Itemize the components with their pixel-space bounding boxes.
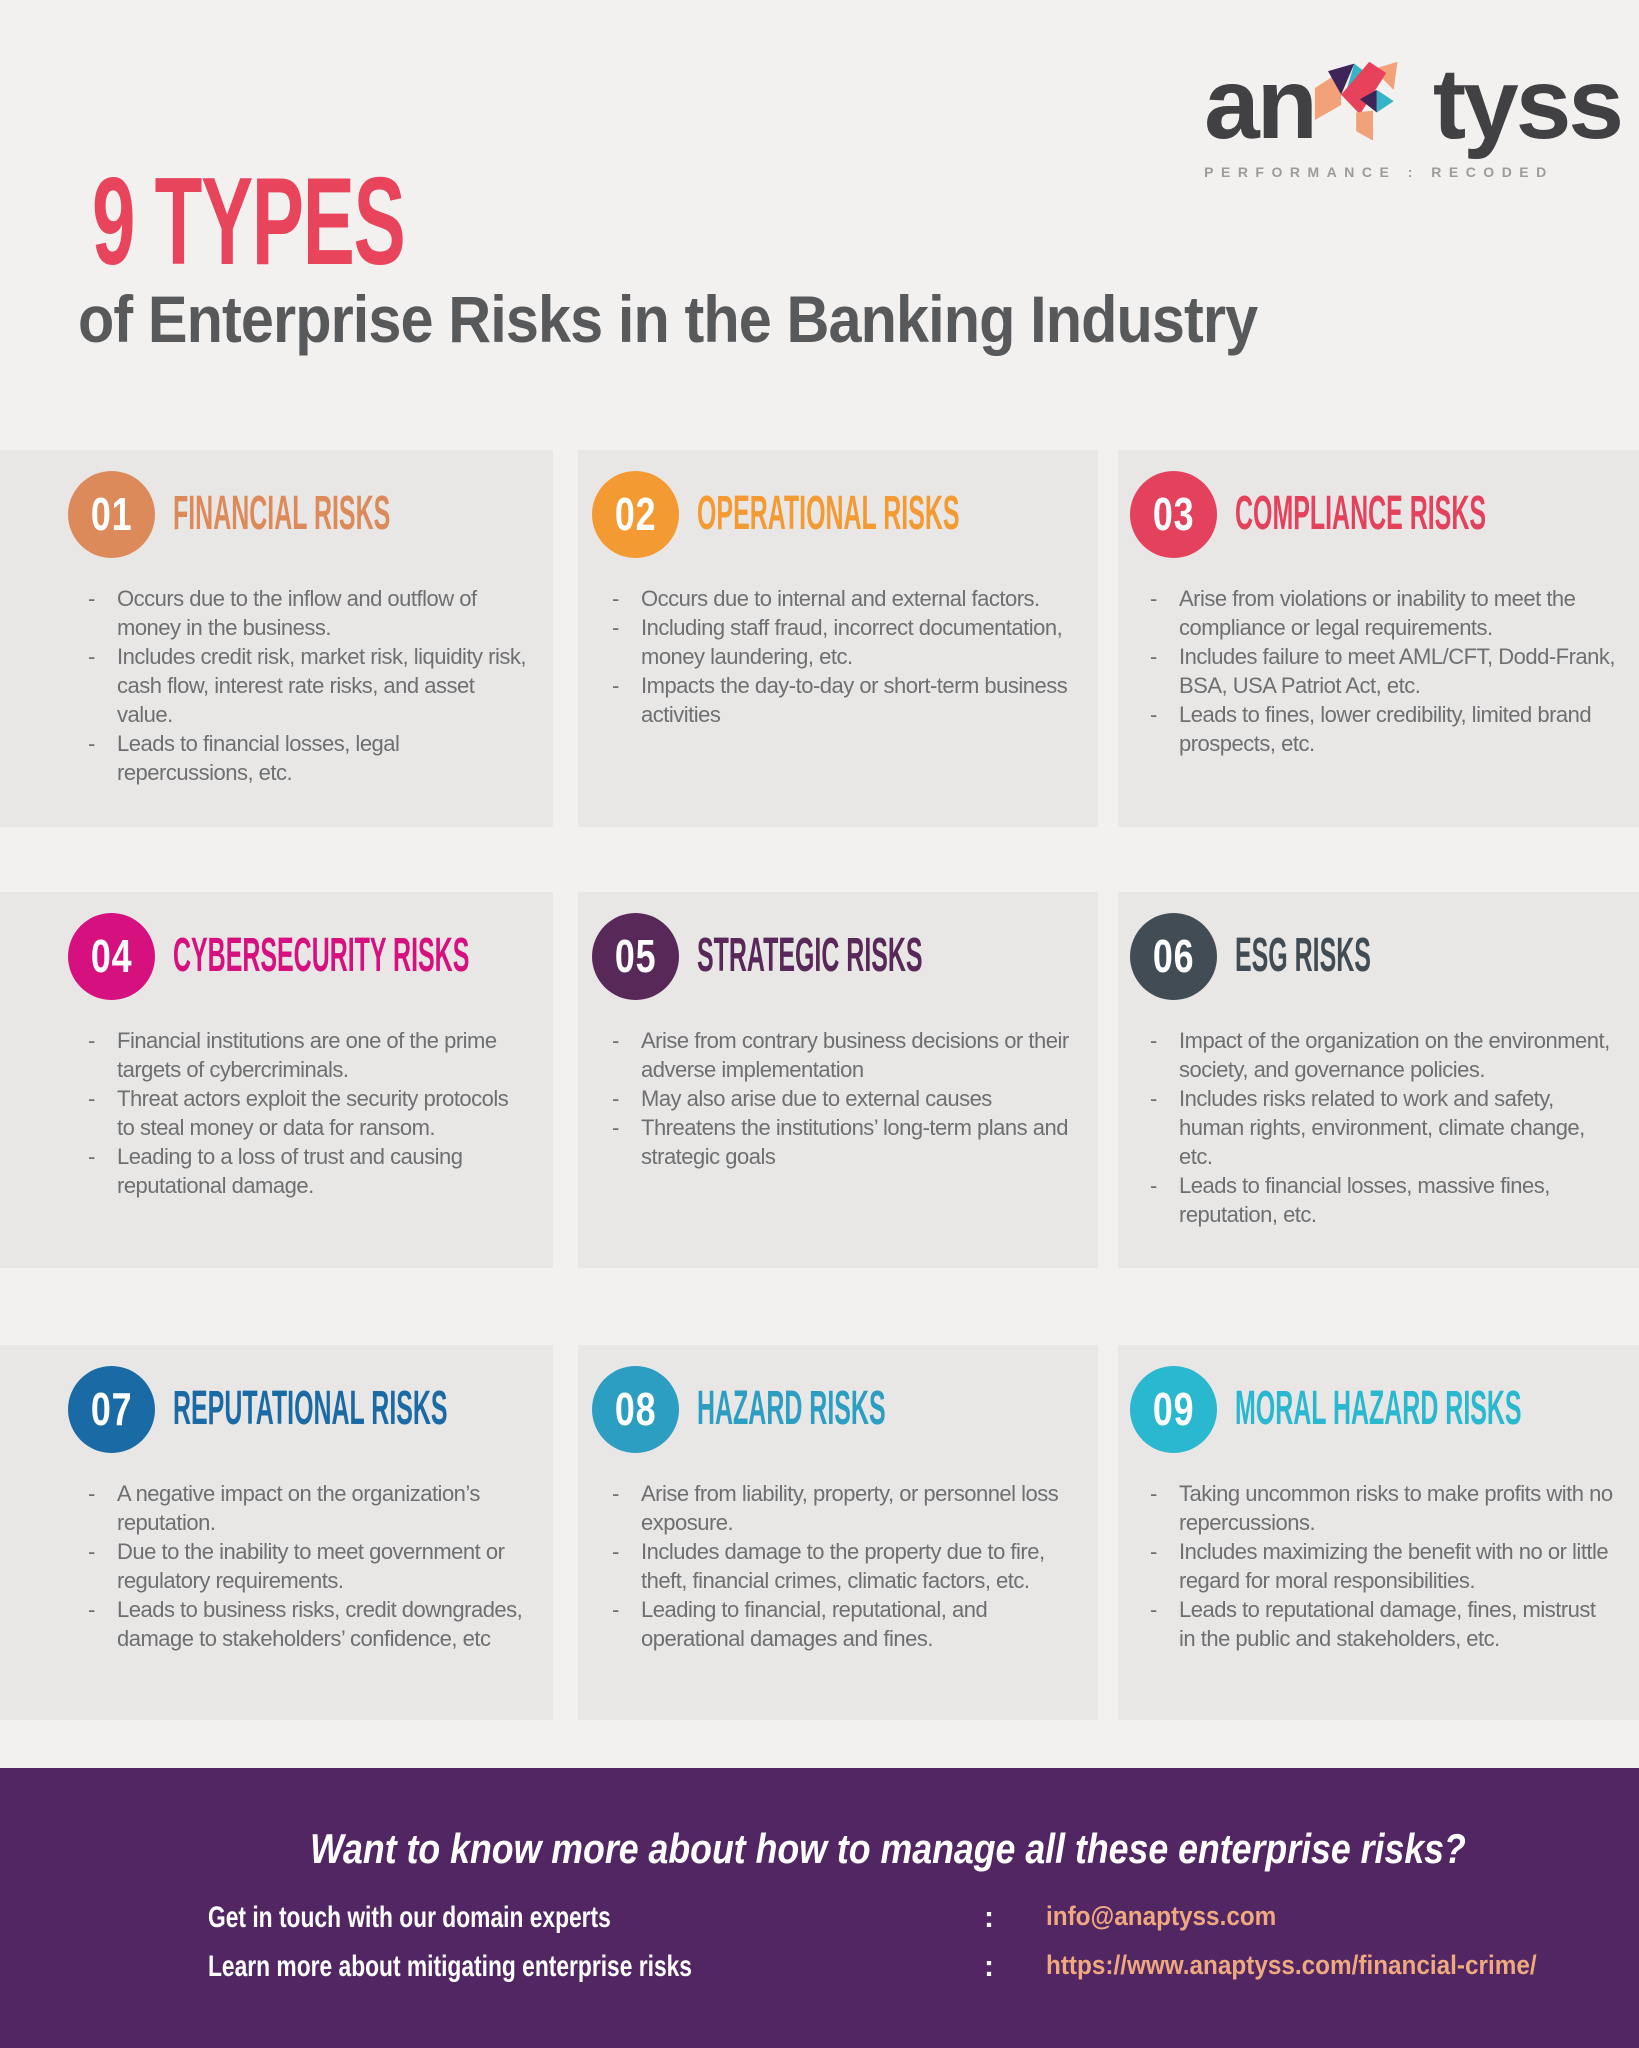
bullet-dash: - <box>88 1539 95 1564</box>
risk-card-title: MORAL HAZARD RISKS <box>1235 1382 1522 1435</box>
risk-bullet-list <box>612 1026 1076 1171</box>
bullet-dash: - <box>88 1028 95 1053</box>
bullet-dash: - <box>612 1028 619 1053</box>
bullet-text: Leads to reputational damage, fines, mistrust in the public and stakeholders, etc. <box>1179 1597 1596 1651</box>
bullet-text: Includes failure to meet AML/CFT, Dodd-Frank, BSA, USA Patriot Act, etc. <box>1179 644 1616 698</box>
bullet-text: Arise from liability, property, or personnel loss exposure. <box>641 1481 1059 1535</box>
bullet-dash: - <box>1150 1173 1157 1198</box>
risk-card-header <box>68 470 531 558</box>
bullet-text: Financial institutions are one of the prime targets of cybercriminals. <box>117 1028 497 1082</box>
risk-card-header <box>1130 1365 1617 1453</box>
risk-bullet-list <box>88 1479 531 1653</box>
risk-card-04 <box>0 892 553 1268</box>
risk-card-05 <box>578 892 1098 1268</box>
bullet-dash: - <box>612 615 619 640</box>
risk-bullet <box>612 613 1076 671</box>
risk-bullet <box>612 1595 1076 1653</box>
risk-bullet <box>1150 1026 1617 1084</box>
risk-number: 01 <box>90 488 133 540</box>
risk-card-title: HAZARD RISKS <box>697 1382 886 1435</box>
risk-bullet <box>612 584 1076 613</box>
risk-bullet <box>88 729 531 787</box>
bullet-text: Arise from contrary business decisions or their adverse implementation <box>641 1028 1069 1082</box>
risk-number: 06 <box>1152 930 1195 982</box>
risk-bullet <box>88 1026 531 1084</box>
logo-word-right: tyss <box>1432 48 1621 160</box>
risk-bullet <box>88 1537 531 1595</box>
risk-number: 03 <box>1152 488 1195 540</box>
risk-card-header <box>592 470 1076 558</box>
risk-number-badge <box>68 1366 155 1453</box>
risk-number-badge <box>1130 471 1217 558</box>
bullet-text: Occurs due to the inflow and outflow of money in the business. <box>117 586 477 640</box>
bullet-text: Threatens the institutions’ long-term plans and strategic goals <box>641 1115 1068 1169</box>
bullet-dash: - <box>88 731 95 756</box>
risk-card-09 <box>1118 1345 1639 1720</box>
risk-card-title: STRATEGIC RISKS <box>697 929 923 982</box>
footer-contact-row <box>0 1901 1639 1941</box>
logo-word-left: an <box>1204 48 1315 160</box>
risk-bullet <box>88 1142 531 1200</box>
bullet-text: Impacts the day-to-day or short-term business activities <box>641 673 1068 727</box>
risk-card-header <box>1130 470 1617 558</box>
risk-number: 05 <box>614 930 657 982</box>
bullet-dash: - <box>1150 1028 1157 1053</box>
bullet-dash: - <box>88 586 95 611</box>
bullet-text: Leads to fines, lower credibility, limited brand prospects, etc. <box>1179 702 1592 756</box>
bullet-text: Taking uncommon risks to make profits with no repercussions. <box>1179 1481 1613 1535</box>
risk-bullet <box>88 1084 531 1142</box>
bullet-text: Leading to financial, reputational, and operational damages and fines. <box>641 1597 988 1651</box>
anaptyss-wordmark <box>1204 48 1621 160</box>
footer-contact-colon: : <box>984 1901 994 1934</box>
logo-tagline: PERFORMANCE : RECODED <box>1204 164 1554 180</box>
bullet-dash: - <box>1150 586 1157 611</box>
risk-card-header <box>592 1365 1076 1453</box>
bullet-text: Threat actors exploit the security protocols to steal money or data for ransom. <box>117 1086 509 1140</box>
bullet-text: Due to the inability to meet government or regulatory requirements. <box>117 1539 505 1593</box>
risk-card-06 <box>1118 892 1639 1268</box>
risk-number-badge <box>592 913 679 1000</box>
risk-card-03 <box>1118 450 1639 827</box>
bullet-dash: - <box>1150 1539 1157 1564</box>
bullet-text: Leads to financial losses, massive fines, reputation, etc. <box>1179 1173 1550 1227</box>
bullet-dash: - <box>612 1086 619 1111</box>
risk-card-header <box>592 912 1076 1000</box>
risk-bullet <box>1150 700 1617 758</box>
risk-card-title: OPERATIONAL RISKS <box>697 487 960 540</box>
risk-number: 04 <box>90 930 133 982</box>
bullet-dash: - <box>612 1115 619 1140</box>
footer-website-link[interactable]: https://www.anaptyss.com/financial-crime/ <box>1046 1950 1537 1980</box>
risk-number: 08 <box>614 1383 657 1435</box>
page-title-line2: of Enterprise Risks in the Banking Industry <box>78 282 1258 356</box>
anaptyss-logo <box>1204 48 1621 180</box>
bullet-text: Impact of the organization on the environment, society, and governance policies. <box>1179 1028 1610 1082</box>
risk-card-title: CYBERSECURITY RISKS <box>173 929 470 982</box>
bullet-text: Includes credit risk, market risk, liquidity risk, cash flow, interest rate risks, and asset value. <box>117 644 526 727</box>
risk-bullet-list <box>1150 584 1617 758</box>
bullet-text: Leads to financial losses, legal repercussions, etc. <box>117 731 400 785</box>
risk-bullet <box>1150 1171 1617 1229</box>
risk-bullet-list <box>88 584 531 787</box>
bullet-text: May also arise due to external causes <box>641 1086 992 1111</box>
risk-card-07 <box>0 1345 553 1720</box>
bullet-dash: - <box>612 586 619 611</box>
bullet-dash: - <box>1150 1086 1157 1111</box>
bullet-dash: - <box>1150 1481 1157 1506</box>
bullet-dash: - <box>88 1597 95 1622</box>
risk-card-02 <box>578 450 1098 827</box>
risk-bullet <box>1150 1537 1617 1595</box>
footer-learn-more-colon: : <box>984 1950 994 1983</box>
bullet-text: A negative impact on the organization’s reputation. <box>117 1481 480 1535</box>
page-title-line1: 9 TYPES <box>92 153 405 291</box>
risk-bullet <box>612 1479 1076 1537</box>
risk-bullet <box>88 584 531 642</box>
risk-number-badge <box>1130 1366 1217 1453</box>
risk-number-badge <box>1130 913 1217 1000</box>
risk-bullet <box>612 1537 1076 1595</box>
risk-number-badge <box>68 913 155 1000</box>
risk-card-title: FINANCIAL RISKS <box>173 487 391 540</box>
footer-heading: Want to know more about how to manage all these enterprise risks? <box>309 1825 1466 1872</box>
bullet-text: Includes maximizing the benefit with no or little regard for moral responsibilities. <box>1179 1539 1609 1593</box>
risk-bullet-list <box>88 1026 531 1200</box>
bullet-text: Including staff fraud, incorrect documentation, money laundering, etc. <box>641 615 1063 669</box>
risk-bullet-list <box>612 584 1076 729</box>
bullet-dash: - <box>612 1597 619 1622</box>
risk-bullet <box>612 1026 1076 1084</box>
risk-bullet <box>612 1113 1076 1171</box>
footer-learn-more-row <box>0 1950 1639 1990</box>
risk-bullet <box>88 1595 531 1653</box>
bullet-text: Includes damage to the property due to fire, theft, financial crimes, climatic factors, etc. <box>641 1539 1045 1593</box>
risk-bullet <box>1150 642 1617 700</box>
footer-contact-email-link[interactable]: info@anaptyss.com <box>1046 1901 1277 1931</box>
bullet-dash: - <box>1150 644 1157 669</box>
risk-number-badge <box>68 471 155 558</box>
bullet-dash: - <box>88 1144 95 1169</box>
bullet-dash: - <box>612 1481 619 1506</box>
risk-number-badge <box>592 471 679 558</box>
risk-bullet <box>1150 1595 1617 1653</box>
bullet-dash: - <box>612 673 619 698</box>
bullet-dash: - <box>88 1086 95 1111</box>
risk-card-header <box>1130 912 1617 1000</box>
bullet-dash: - <box>88 1481 95 1506</box>
risk-bullet-list <box>612 1479 1076 1653</box>
risk-card-header <box>68 1365 531 1453</box>
bullet-dash: - <box>1150 1597 1157 1622</box>
risk-bullet <box>612 671 1076 729</box>
risk-number: 02 <box>614 488 657 540</box>
risk-card-01 <box>0 450 553 827</box>
footer-contact-label: Get in touch with our domain experts <box>208 1901 611 1934</box>
risk-bullet <box>88 1479 531 1537</box>
bullet-text: Includes risks related to work and safety, human rights, environment, climate change, etc. <box>1179 1086 1585 1169</box>
risk-bullet <box>1150 1084 1617 1171</box>
bullet-dash: - <box>88 644 95 669</box>
risk-card-header <box>68 912 531 1000</box>
footer-learn-more-label: Learn more about mitigating enterprise risks <box>208 1950 692 1983</box>
risk-card-08 <box>578 1345 1098 1720</box>
bullet-text: Leads to business risks, credit downgrades, damage to stakeholders’ confidence, etc <box>117 1597 523 1651</box>
risk-card-title: REPUTATIONAL RISKS <box>173 1382 448 1435</box>
bullet-text: Leading to a loss of trust and causing reputational damage. <box>117 1144 463 1198</box>
bullet-text: Occurs due to internal and external factors. <box>641 586 1040 611</box>
risk-card-title: ESG RISKS <box>1235 929 1371 982</box>
anaptyss-logo-mark-icon <box>1313 52 1435 156</box>
risk-bullet <box>1150 584 1617 642</box>
risk-number: 09 <box>1152 1383 1195 1435</box>
risk-number: 07 <box>90 1383 133 1435</box>
risk-bullet-list <box>1150 1026 1617 1229</box>
risk-card-title: COMPLIANCE RISKS <box>1235 487 1487 540</box>
risk-bullet <box>1150 1479 1617 1537</box>
bullet-text: Arise from violations or inability to meet the compliance or legal requirements. <box>1179 586 1576 640</box>
bullet-dash: - <box>1150 702 1157 727</box>
risk-number-badge <box>592 1366 679 1453</box>
bullet-dash: - <box>612 1539 619 1564</box>
risk-bullet <box>88 642 531 729</box>
risk-bullet <box>612 1084 1076 1113</box>
footer-banner <box>0 1768 1639 2048</box>
risk-bullet-list <box>1150 1479 1617 1653</box>
